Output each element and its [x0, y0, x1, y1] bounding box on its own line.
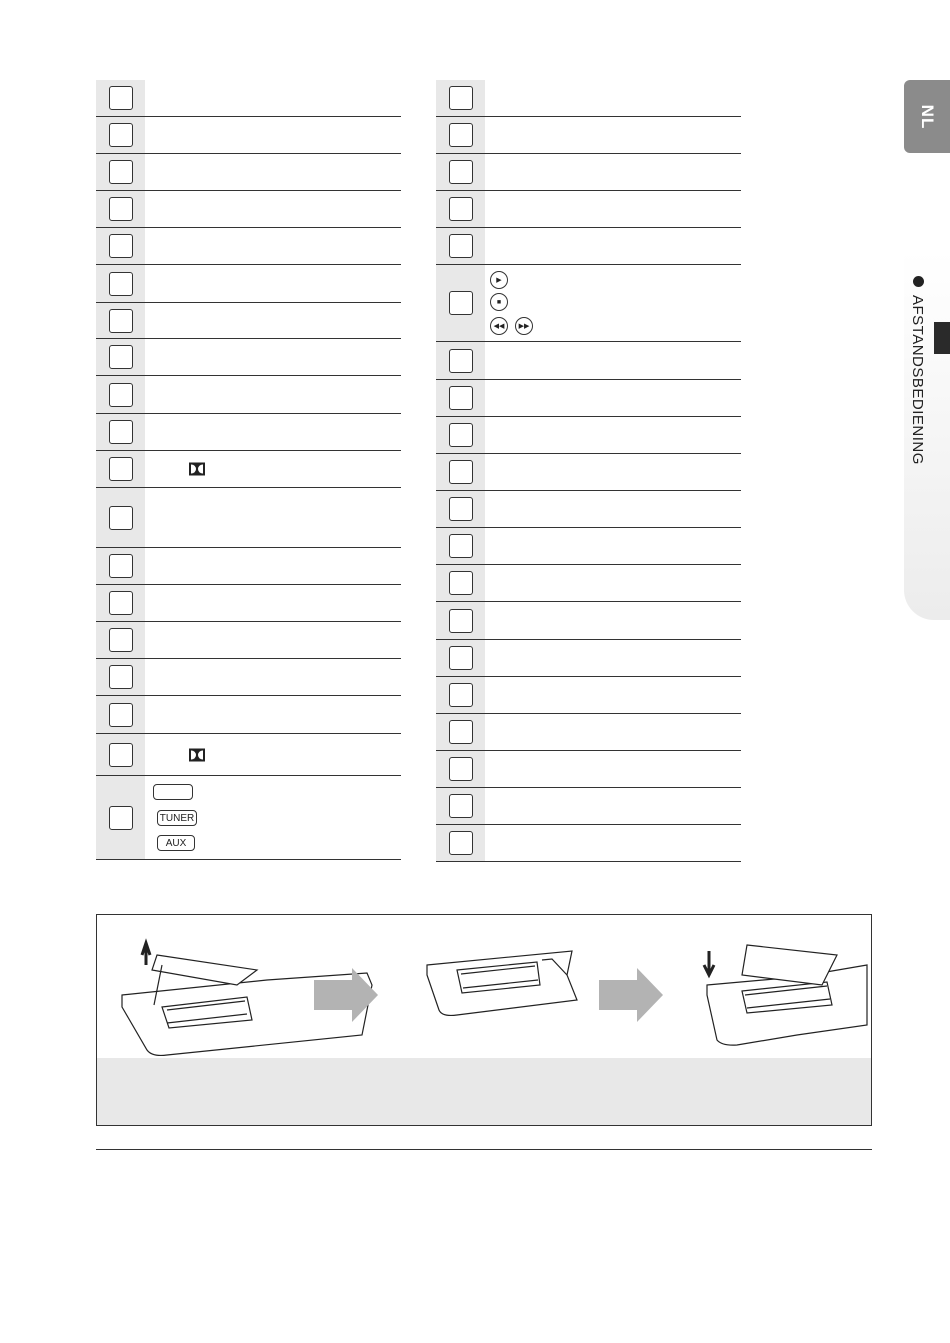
row-description	[485, 342, 741, 379]
row-number-cell	[96, 548, 145, 584]
callout-number-box	[449, 291, 473, 315]
row-number-cell	[436, 342, 485, 379]
left-function-table	[96, 80, 401, 860]
row-number-cell	[96, 191, 145, 227]
row-description	[145, 191, 401, 227]
callout-number-box	[109, 591, 133, 615]
row-description	[145, 488, 401, 547]
right-table-row	[436, 454, 741, 491]
row-description	[145, 414, 401, 450]
row-number-cell	[436, 417, 485, 453]
row-description	[485, 265, 741, 341]
section-bullet-icon	[913, 276, 924, 287]
callout-number-box	[449, 123, 473, 147]
left-table-row	[96, 488, 401, 548]
row-number-cell	[96, 303, 145, 338]
row-number-cell	[436, 640, 485, 676]
row-description	[145, 622, 401, 658]
language-tab	[904, 80, 950, 153]
row-description	[485, 191, 741, 227]
left-table-row	[96, 265, 401, 303]
row-description	[485, 640, 741, 676]
row-description	[145, 659, 401, 695]
row-description	[145, 548, 401, 584]
left-table-row	[96, 303, 401, 339]
left-table-row	[96, 339, 401, 376]
callout-number-box	[449, 609, 473, 633]
row-description	[485, 491, 741, 527]
right-table-row	[436, 342, 741, 380]
row-description	[145, 228, 401, 264]
callout-number-box	[109, 703, 133, 727]
row-number-cell	[96, 339, 145, 375]
right-table-row	[436, 565, 741, 602]
row-number-cell	[436, 751, 485, 787]
right-table-row	[436, 751, 741, 788]
row-description	[485, 528, 741, 564]
battery-caption-area	[97, 1058, 871, 1125]
right-table-row	[436, 80, 741, 117]
left-table-row	[96, 228, 401, 265]
row-description	[485, 714, 741, 750]
row-number-cell	[436, 491, 485, 527]
row-description	[485, 80, 741, 116]
row-description	[145, 734, 401, 775]
callout-number-box	[109, 383, 133, 407]
left-table-row	[96, 154, 401, 191]
source-key-1	[153, 784, 193, 800]
row-number-cell	[436, 228, 485, 264]
callout-number-box	[109, 554, 133, 578]
left-table-row	[96, 451, 401, 488]
row-description	[485, 602, 741, 639]
row-description	[145, 117, 401, 153]
battery-installation-panel	[96, 914, 872, 1126]
row-number-cell	[436, 528, 485, 564]
callout-number-box	[449, 160, 473, 184]
callout-number-box	[109, 743, 133, 767]
down-arrow-icon	[704, 951, 714, 975]
callout-number-box	[109, 665, 133, 689]
left-table-row	[96, 585, 401, 622]
row-number-cell	[96, 376, 145, 413]
row-number-cell	[96, 585, 145, 621]
callout-number-box	[449, 349, 473, 373]
callout-number-box	[109, 457, 133, 481]
right-table-row	[436, 154, 741, 191]
callout-number-box	[449, 757, 473, 781]
callout-number-box	[109, 806, 133, 830]
row-number-cell	[96, 696, 145, 733]
callout-number-box	[449, 497, 473, 521]
right-table-row	[436, 640, 741, 677]
row-number-cell	[96, 80, 145, 116]
left-table-row	[96, 622, 401, 659]
right-table-row	[436, 117, 741, 154]
callout-number-box	[449, 534, 473, 558]
right-table-row	[436, 528, 741, 565]
right-table-row	[436, 677, 741, 714]
row-number-cell	[436, 677, 485, 713]
language-label: NL	[918, 104, 937, 129]
callout-number-box	[109, 86, 133, 110]
callout-number-box	[449, 386, 473, 410]
dolby-logo-icon	[189, 463, 205, 476]
left-table-row	[96, 734, 401, 776]
row-description	[485, 825, 741, 861]
play-icon: ▶	[490, 271, 508, 289]
row-description	[485, 228, 741, 264]
left-table-row	[96, 696, 401, 734]
callout-number-box	[449, 423, 473, 447]
row-description	[145, 696, 401, 733]
callout-number-box	[449, 197, 473, 221]
row-number-cell	[436, 117, 485, 153]
callout-number-box	[109, 345, 133, 369]
right-table-row	[436, 228, 741, 265]
row-description	[485, 788, 741, 824]
row-description	[485, 154, 741, 190]
rewind-icon: ◀◀	[490, 317, 508, 335]
row-description	[485, 117, 741, 153]
callout-number-box	[109, 234, 133, 258]
row-number-cell	[96, 117, 145, 153]
up-arrow-icon	[142, 943, 150, 965]
row-description	[145, 303, 401, 338]
row-number-cell	[436, 565, 485, 601]
callout-number-box	[449, 86, 473, 110]
left-table-row	[96, 191, 401, 228]
callout-number-box	[449, 831, 473, 855]
callout-number-box	[109, 123, 133, 147]
dolby-logo-icon	[189, 748, 205, 761]
source-key-3: AUX	[157, 835, 195, 851]
battery-illustration	[97, 915, 871, 1058]
callout-number-box	[109, 272, 133, 296]
right-table-row	[436, 491, 741, 528]
row-number-cell	[96, 265, 145, 302]
row-description	[485, 380, 741, 416]
callout-number-box	[109, 506, 133, 530]
right-table-row	[436, 825, 741, 862]
section-label: AFSTANDSBEDIENING	[909, 295, 926, 465]
callout-number-box	[449, 571, 473, 595]
row-number-cell	[436, 191, 485, 227]
right-table-row	[436, 265, 741, 342]
row-description	[485, 751, 741, 787]
left-table-row	[96, 659, 401, 696]
source-key-2: TUNER	[157, 810, 197, 826]
row-number-cell	[436, 714, 485, 750]
row-number-cell	[96, 734, 145, 775]
row-number-cell	[96, 414, 145, 450]
left-table-row	[96, 376, 401, 414]
left-table-row	[96, 548, 401, 585]
row-description	[145, 451, 401, 487]
step-arrow-icon	[599, 968, 663, 1022]
stop-icon: ■	[490, 293, 508, 311]
left-table-row	[96, 414, 401, 451]
left-table-row	[96, 117, 401, 154]
row-number-cell	[436, 454, 485, 490]
fast-forward-icon: ▶▶	[515, 317, 533, 335]
right-table-row	[436, 788, 741, 825]
left-table-row	[96, 776, 401, 860]
row-description	[485, 565, 741, 601]
right-table-row	[436, 714, 741, 751]
right-function-table	[436, 80, 741, 862]
callout-number-box	[449, 683, 473, 707]
row-number-cell	[436, 788, 485, 824]
callout-number-box	[449, 794, 473, 818]
callout-number-box	[449, 234, 473, 258]
row-number-cell	[96, 776, 145, 859]
callout-number-box	[109, 420, 133, 444]
section-marker	[934, 322, 950, 354]
remote-body-2	[427, 951, 577, 1015]
row-description	[145, 776, 401, 859]
row-number-cell	[96, 622, 145, 658]
remote-body-3	[707, 945, 867, 1045]
callout-number-box	[109, 309, 133, 333]
left-table-row	[96, 80, 401, 117]
row-description	[145, 585, 401, 621]
row-description	[145, 339, 401, 375]
row-description	[145, 376, 401, 413]
row-number-cell	[436, 265, 485, 341]
right-table-row	[436, 191, 741, 228]
row-number-cell	[96, 154, 145, 190]
right-table-row	[436, 417, 741, 454]
row-description	[145, 154, 401, 190]
callout-number-box	[449, 720, 473, 744]
row-description	[145, 265, 401, 302]
callout-number-box	[449, 460, 473, 484]
row-description	[145, 80, 401, 116]
row-number-cell	[96, 451, 145, 487]
row-description	[485, 677, 741, 713]
row-number-cell	[96, 488, 145, 547]
right-table-row	[436, 380, 741, 417]
divider	[96, 1149, 872, 1150]
row-number-cell	[436, 80, 485, 116]
row-number-cell	[436, 825, 485, 861]
row-description	[485, 454, 741, 490]
row-number-cell	[436, 154, 485, 190]
row-number-cell	[436, 380, 485, 416]
callout-number-box	[109, 628, 133, 652]
right-table-row	[436, 602, 741, 640]
row-description	[485, 417, 741, 453]
callout-number-box	[449, 646, 473, 670]
callout-number-box	[109, 160, 133, 184]
callout-number-box	[109, 197, 133, 221]
row-number-cell	[96, 228, 145, 264]
row-number-cell	[436, 602, 485, 639]
row-number-cell	[96, 659, 145, 695]
